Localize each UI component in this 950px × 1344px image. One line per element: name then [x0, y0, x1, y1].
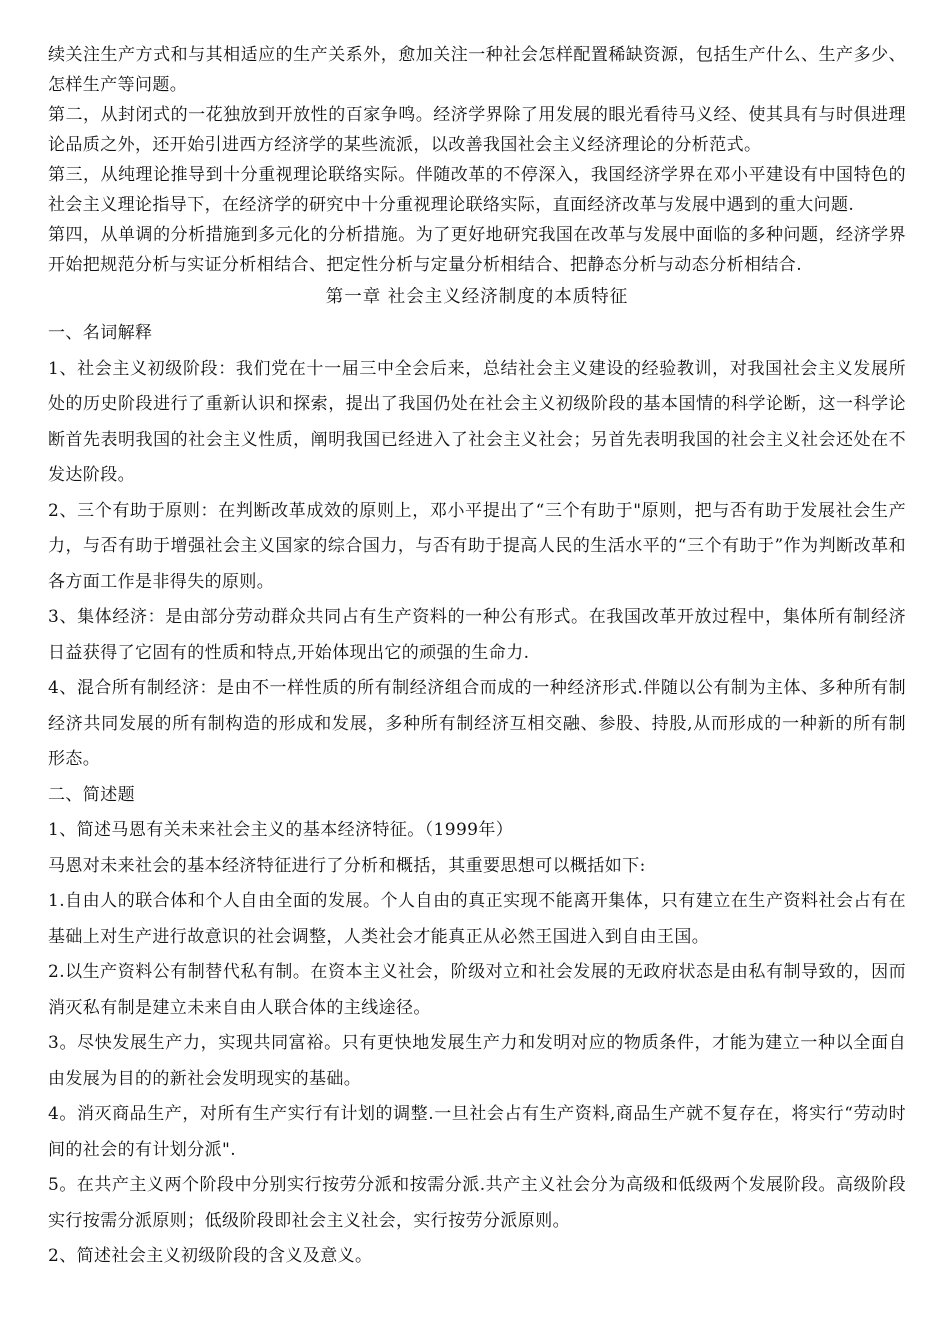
intro-section [48, 40, 906, 280]
intro-paragraph: 第二，从封闭式的一花独放到开放性的百家争鸣。经济学界除了用发展的眼光看待马义经、使其具有与时俱进理论品质之外，还开始引进西方经济学的某些流派，以改善我国社会主义经济理论的分析范式。 [48, 105, 906, 155]
answer-point: 2.以生产资料公有制替代私有制。在资本主义社会，阶级对立和社会发展的无政府状态是由私有制导致的，因而消灭私有制是建立未来自由人联合体的主线途径。 [48, 962, 906, 1018]
intro-paragraph: 续关注生产方式和与其相适应的生产关系外，愈加关注一种社会怎样配置稀缺资源，包括生产什么、生产多少、怎样生产等问题。 [48, 45, 906, 95]
term-definition: 1、社会主义初级阶段：我们党在十一届三中全会后来，总结社会主义建设的经验教训，对我国社会主义发展所处的历史阶段进行了重新认识和探索，提出了我国仍处在社会主义初级阶段的基本国情的科学论断，这一科学论断首先表明我国的社会主义性质，阐明我国已经进入了社会主义社会；另首先表明我国的社会主义社会还处在不发达阶段。 [48, 358, 906, 485]
question: 1、简述马恩有关未来社会主义的基本经济特征。（1999年） [48, 820, 514, 840]
term-definition: 2、三个有助于原则：在判断改革成效的原则上，邓小平提出了“三个有助于"原则，把与否有助于发展社会生产力，与否有助于增强社会主义国家的综合国力，与否有助于提高人民的生活水平的“三个有助于”作为判断改革和各方面工作是非得失的原则。 [48, 500, 906, 592]
term-definition: 4、混合所有制经济：是由不一样性质的所有制经济组合而成的一种经济形式.伴随以公有制为主体、多种所有制经济共同发展的所有制构造的形成和发展，多种所有制经济互相交融、参股、持股,从而形成的一种新的所有制形态。 [48, 678, 906, 769]
question: 2、简述社会主义初级阶段的含义及意义。 [48, 1246, 373, 1266]
term-definition: 3、集体经济：是由部分劳动群众共同占有生产资料的一种公有形式。在我国改革开放过程中，集体所有制经济日益获得了它固有的性质和特点,开始体现出它的顽强的生命力. [48, 607, 906, 663]
answer-point: 1.自由人的联合体和个人自由全面的发展。个人自由的真正实现不能离开集体，只有建立在生产资料社会占有在基础上对生产进行故意识的社会调整，人类社会才能真正从必然王国进入到自由王国。 [48, 891, 906, 947]
section-heading: 一、名词解释 [48, 323, 153, 343]
answer-point: 5。在共产主义两个阶段中分别实行按劳分派和按需分派.共产主义社会分为高级和低级两个发展阶段。高级阶段实行按需分派原则；低级阶段即社会主义社会，实行按劳分派原则。 [48, 1175, 906, 1231]
answer-point: 4。消灭商品生产，对所有生产实行有计划的调整.一旦社会占有生产资料,商品生产就不复存在，将实行“劳动时间的社会的有计划分派". [48, 1104, 906, 1160]
intro-paragraph: 第三，从纯理论推导到十分重视理论联络实际。伴随改革的不停深入，我国经济学界在邓小平建设有中国特色的社会主义理论指导下，在经济学的研究中十分重视理论联络实际，直面经济改革与发展中遇到的重大问题. [48, 165, 906, 215]
intro-paragraph: 第四，从单调的分析措施到多元化的分析措施。为了更好地研究我国在改革与发展中面临的多种问题，经济学界开始把规范分析与实证分析相结合、把定性分析与定量分析相结合、把静态分析与动态分析相结合. [48, 225, 906, 275]
chapter-title: 第一章 社会主义经济制度的本质特征 [325, 287, 629, 307]
section-heading: 二、简述题 [48, 784, 135, 805]
answer-paragraph: 马恩对未来社会的基本经济特征进行了分析和概括，其重要思想可以概括如下: [48, 855, 646, 876]
chapter-body [48, 316, 906, 1275]
answer-point: 3。尽快发展生产力，实现共同富裕。只有更快地发展生产力和发明对应的物质条件，才能为建立一种以全面自由发展为目的的新社会发明现实的基础。 [48, 1033, 906, 1089]
